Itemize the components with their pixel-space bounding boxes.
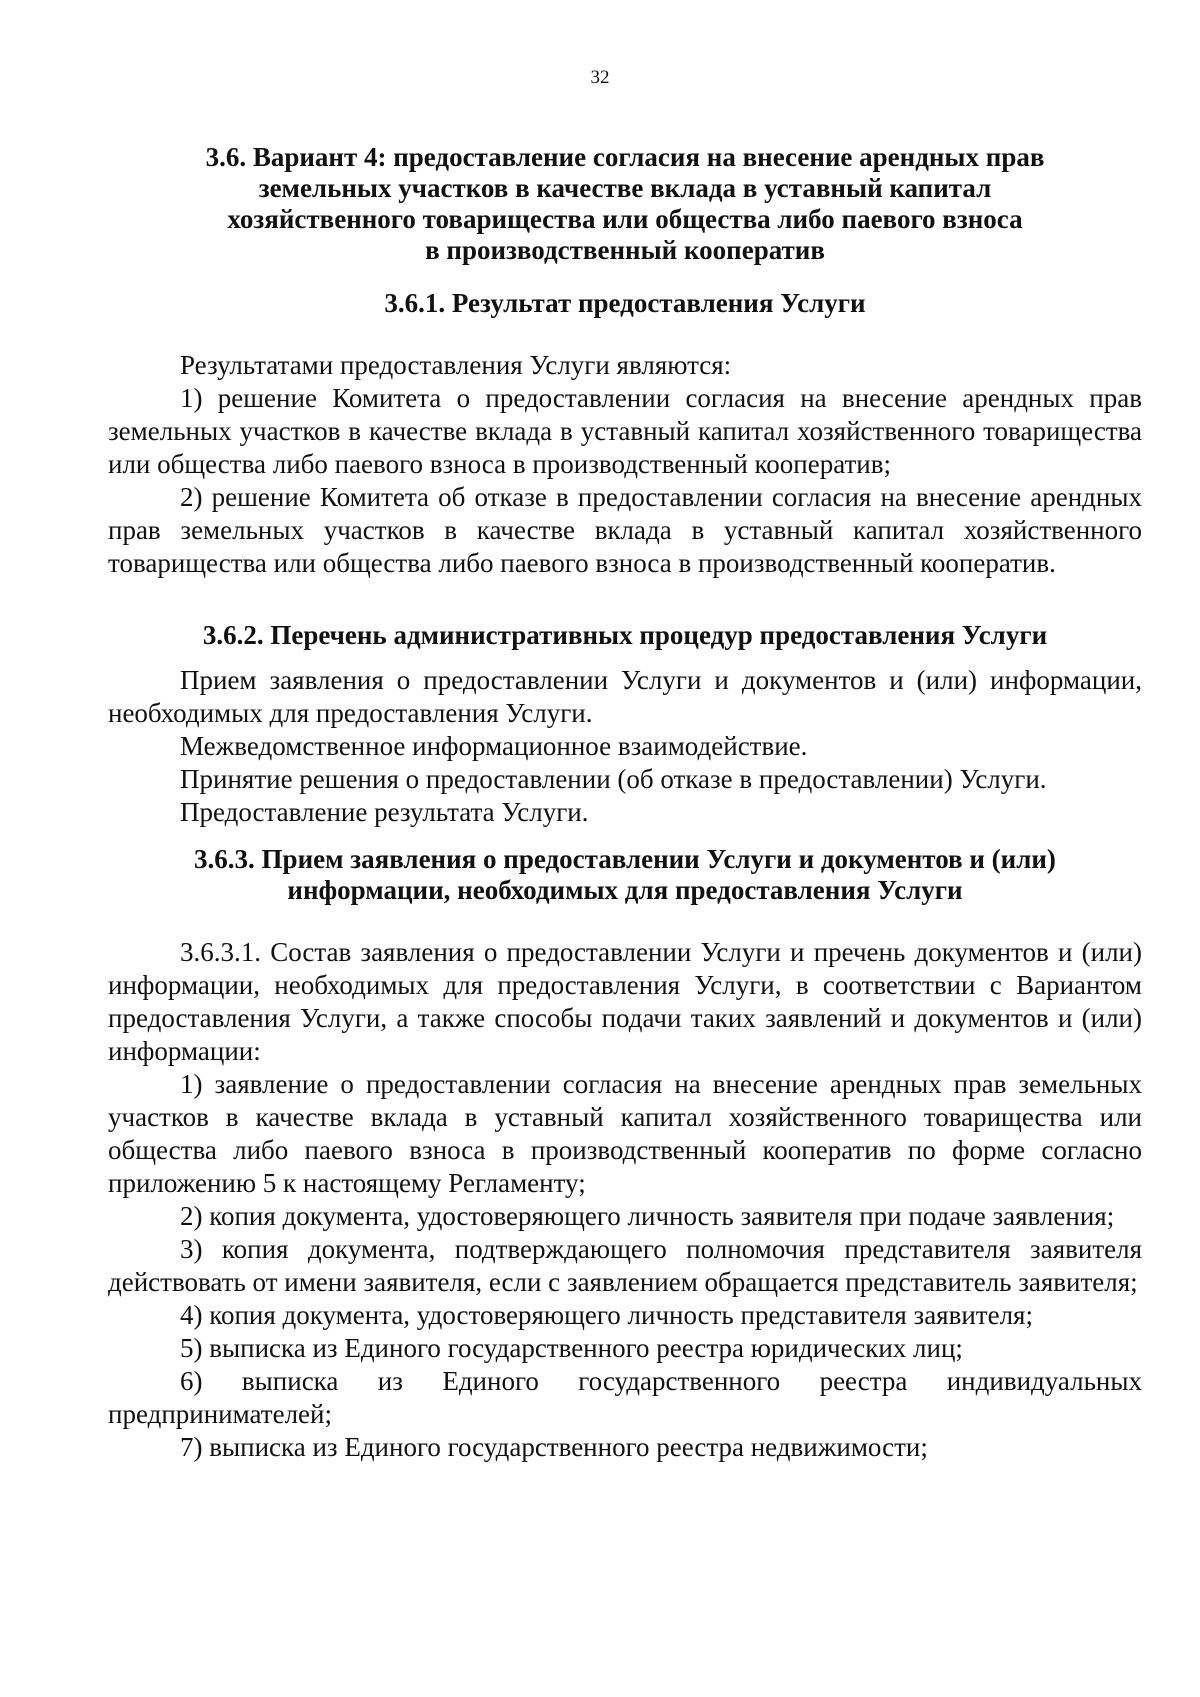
section-3-6-3-heading [108, 844, 1142, 906]
list-item: 5) выписка из Единого государственного реестра юридических лиц; [180, 1333, 963, 1363]
section-3-6-heading [108, 142, 1142, 266]
list-item: 6) выписка из Единого государственного реестра индивидуальных предпринимателей; [108, 1366, 1142, 1429]
section-3-6-1-heading [108, 288, 1142, 319]
section-3-6-3-body [108, 936, 1142, 1464]
paragraph: Предоставление результата Услуги. [180, 797, 589, 827]
list-item: 7) выписка из Единого государственного реестра недвижимости; [180, 1432, 928, 1462]
list-item: 2) решение Комитета об отказе в предоставлении согласия на внесение арендных прав земельных участков в качестве вклада в уставный капитал хозяйственного товарищества или общества либо паевого взноса в производственный кооператив. [108, 482, 1142, 578]
heading-line: хозяйственного товарищества или общества либо паевого взноса [227, 204, 1023, 234]
section-3-6-2-body [108, 664, 1142, 829]
heading-line: 3.6. Вариант 4: предоставление согласия на внесение арендных прав [205, 142, 1045, 172]
list-item: 2) копия документа, удостоверяющего личность заявителя при подаче заявления; [180, 1201, 1115, 1231]
paragraph: Прием заявления о предоставлении Услуги и документов и (или) информации, необходимых для предоставления Услуги. [108, 665, 1142, 728]
list-item: 3) копия документа, подтверждающего полномочия представителя заявителя действовать от имени заявителя, если с заявлением обращается представитель заявителя; [108, 1234, 1142, 1297]
heading-line: земельных участков в качестве вклада в уставный капитал [258, 173, 992, 203]
section-title: 3.6.1. Результат предоставления Услуги [384, 288, 866, 318]
section-title: 3.6.2. Перечень административных процедур предоставления Услуги [202, 620, 1048, 650]
paragraph: Межведомственное информационное взаимодействие. [180, 731, 808, 761]
list-item: 1) решение Комитета о предоставлении согласия на внесение арендных прав земельных участков в качестве вклада в уставный капитал хозяйственного товарищества или общества либо паевого взноса в производственный кооператив; [108, 383, 1142, 479]
heading-line: в производственный кооператив [425, 235, 825, 265]
paragraph: Результатами предоставления Услуги являются: [180, 350, 732, 380]
paragraph: 3.6.3.1. Состав заявления о предоставлении Услуги и пречень документов и (или) информации, необходимых для предоставления Услуги, в соответствии с Вариантом предоставления Услуги, а также способы подачи таких заявлений и документов и (или) информации: [108, 937, 1142, 1066]
heading-line: 3.6.3. Прием заявления о предоставлении Услуги и документов и (или) [194, 844, 1056, 874]
list-item: 1) заявление о предоставлении согласия на внесение арендных прав земельных участков в качестве вклада в уставный капитал хозяйственного товарищества или общества либо паевого взноса в производственный кооператив по форме согласно приложению 5 к настоящему Регламенту; [108, 1069, 1142, 1198]
section-3-6-1-body [108, 349, 1142, 580]
paragraph: Принятие решения о предоставлении (об отказе в предоставлении) Услуги. [180, 764, 1047, 794]
list-item: 4) копия документа, удостоверяющего личность представителя заявителя; [180, 1300, 1033, 1330]
page-number: 32 [590, 67, 610, 88]
heading-line: информации, необходимых для предоставления Услуги [287, 875, 963, 905]
section-3-6-2-heading [108, 620, 1142, 651]
